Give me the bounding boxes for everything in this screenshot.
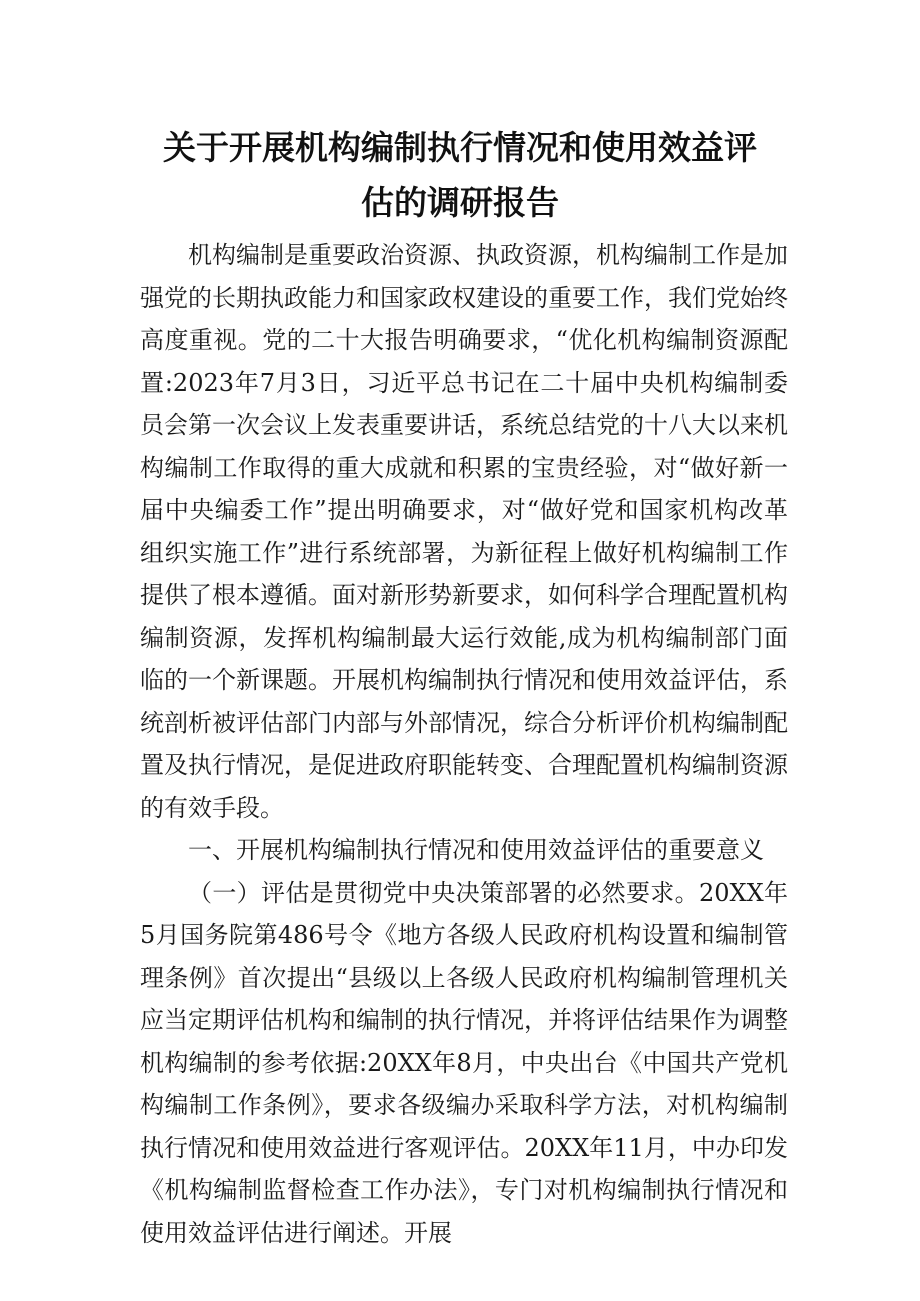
document-title-line-1: 关于开展机构编制执行情况和使用效益评 [163,128,757,167]
document-body [140,234,788,1254]
paragraph-section-1-1: （一）评估是贯彻党中央决策部署的必然要求。20XX年5月国务院第486号令《地方各级人民政府机构设置和编制管理条例》首次提出“县级以上各级人民政府机构编制管理机关应当定期评估机构和编制的执行情况，并将评估结果作为调整机构编制的参考依据:20XX年8月，中央出台《中国共产党机构编制工作条例》，要求各级编办采取科学方法，对机构编制执行情况和使用效益进行客观评估。20XX年11月，中办印发《机构编制监督检查工作办法》，专门对机构编制执行情况和使用效益评估进行阐述。开展 [140,878,788,1247]
paragraph-intro: 机构编制是重要政治资源、执政资源，机构编制工作是加强党的长期执政能力和国家政权建设的重要工作，我们党始终高度重视。党的二十大报告明确要求，“优化机构编制资源配置:2023年7月3日，习近平总书记在二十届中央机构编制委员会第一次会议上发表重要讲话，系统总结党的十八大以来机构编制工作取得的重大成就和积累的宝贵经验，对“做好新一届中央编委工作”提出明确要求，对“做好党和国家机构改革组织实施工作”进行系统部署，为新征程上做好机构编制工作提供了根本遵循。面对新形势新要求，如何科学合理配置机构编制资源，发挥机构编制最大运行效能,成为机构编制部门面临的一个新课题。开展机构编制执行情况和使用效益评估，系统剖析被评估部门内部与外部情况，综合分析评价机构编制配置及执行情况，是促进政府职能转变、合理配置机构编制资源的有效手段。 [140,241,788,822]
section-heading-1: 一、开展机构编制执行情况和使用效益评估的重要意义 [188,836,764,864]
document-title-line-2: 估的调研报告 [361,183,559,222]
